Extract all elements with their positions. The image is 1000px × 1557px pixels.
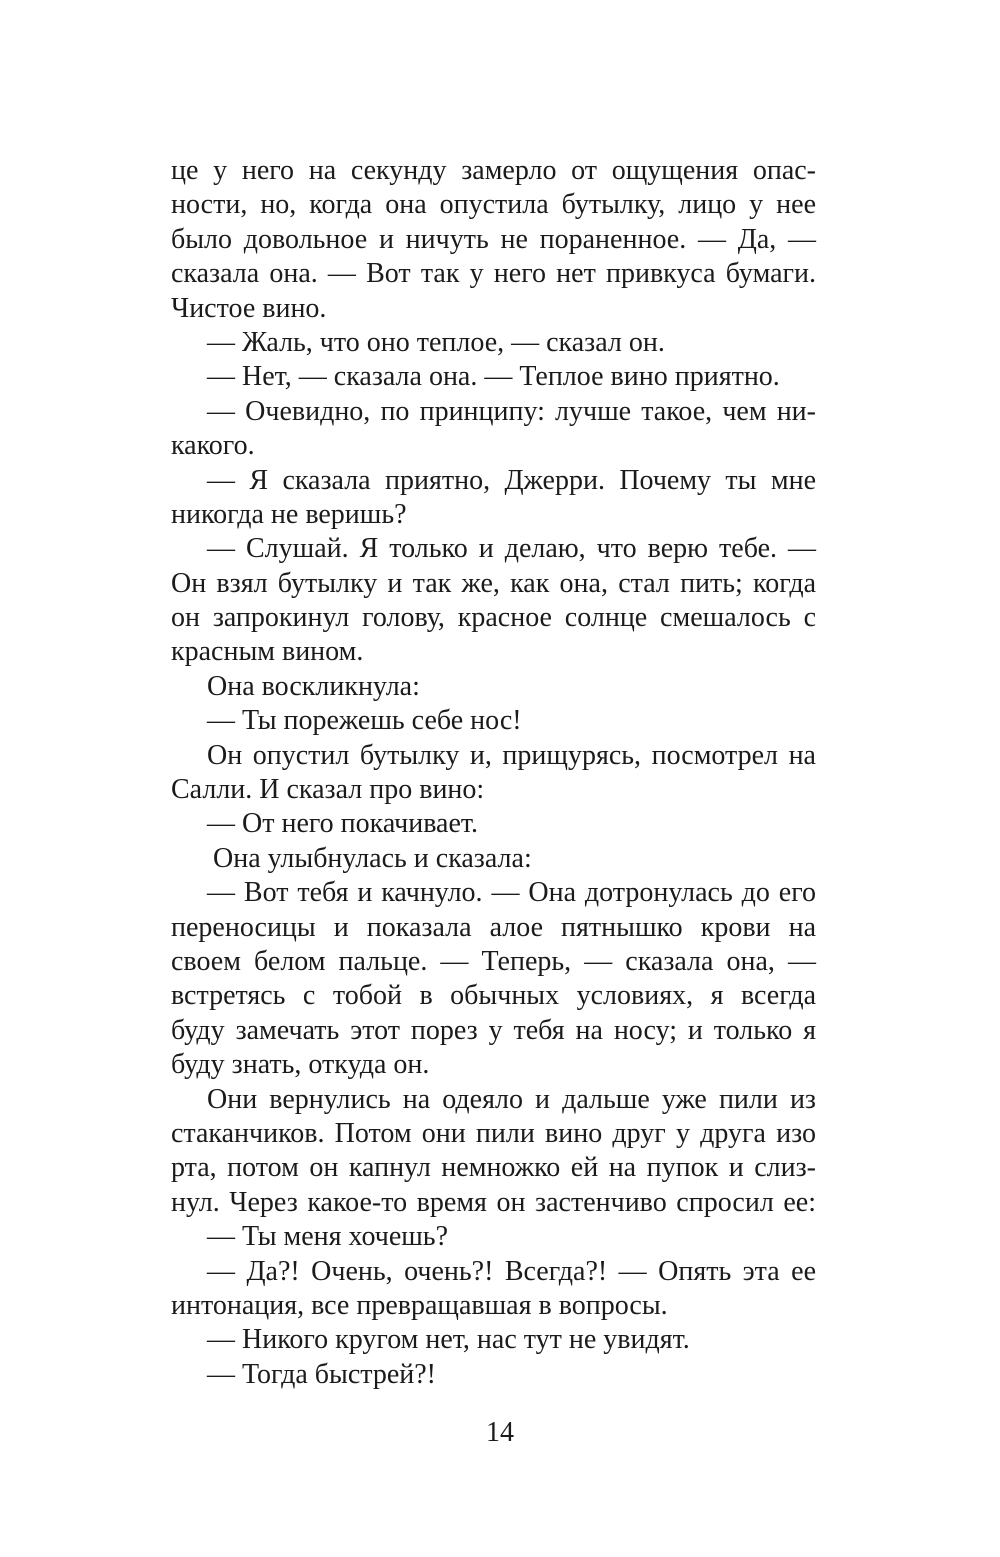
- text-line: сказала она. — Вот так у него нет привкуса бумаги.: [171, 258, 816, 290]
- text-line: — Я сказала приятно, Джерри. Почему ты мне: [207, 464, 816, 496]
- text-line: нул. Через какое-то время он застенчиво спросил ее:: [171, 1186, 816, 1218]
- text-line: Он взял бутылку и так же, как она, стал пить; когда: [171, 567, 816, 599]
- text-line: интонация, все превращавшая в вопросы.: [171, 1289, 668, 1321]
- text-line: какого.: [171, 430, 255, 462]
- text-line: Она воскликнула:: [207, 670, 420, 702]
- text-line: буду знать, откуда он.: [171, 1049, 430, 1081]
- text-line: — Жаль, что оно теплое, — сказал он.: [207, 326, 665, 358]
- text-line: встретясь с тобой в обычных условиях, я всегда: [171, 980, 816, 1012]
- text-line: своем белом пальце. — Теперь, — сказала она, —: [171, 945, 816, 977]
- text-line: рта, потом он капнул немножко ей на пупок и слиз-: [171, 1152, 816, 1184]
- text-line: Он опустил бутылку и, прищурясь, посмотрел на: [207, 739, 816, 771]
- text-line: Салли. И сказал про вино:: [171, 774, 485, 806]
- text-line: Они вернулись на одеяло и дальше уже пили из: [207, 1083, 816, 1115]
- text-line: — Слушай. Я только и делаю, что верю тебе. —: [207, 533, 816, 565]
- text-line: Она улыбнулась и сказала:: [213, 842, 532, 874]
- text-line: красным вином.: [171, 636, 364, 668]
- text-line: — Нет, — сказала она. — Теплое вино приятно.: [207, 361, 780, 393]
- text-line: Чистое вино.: [171, 292, 327, 324]
- text-line: — Никого кругом нет, нас тут не увидят.: [207, 1324, 690, 1356]
- text-line: — От него покачивает.: [207, 808, 479, 840]
- text-line: стаканчиков. Потом они пили вино друг у друга изо: [171, 1117, 816, 1149]
- text-line: — Ты меня хочешь?: [207, 1221, 449, 1253]
- text-line: — Тогда быстрей?!: [207, 1358, 436, 1390]
- text-line: он запрокинул голову, красное солнце смешалось с: [171, 602, 816, 634]
- text-line: было довольное и ничуть не пораненное. — Да, —: [171, 223, 816, 255]
- text-line: — Да?! Очень, очень?! Всегда?! — Опять эта ее: [207, 1255, 816, 1287]
- text-line: — Ты порежешь себе нос!: [207, 705, 522, 737]
- text-line: буду замечать этот порез у тебя на носу; и только я: [171, 1014, 816, 1046]
- text-line: — Очевидно, по принципу: лучше такое, чем ни-: [207, 395, 816, 427]
- text-line: — Вот тебя и качнуло. — Она дотронулась до его: [207, 877, 816, 909]
- body-text: [171, 154, 816, 1392]
- text-line: ности, но, когда она опустила бутылку, лицо у нее: [171, 189, 816, 221]
- text-line: це у него на секунду замерло от ощущения опас-: [171, 155, 816, 186]
- text-line: никогда не веришь?: [171, 498, 407, 530]
- page-number: 14: [486, 1417, 514, 1448]
- text-line: переносицы и показала алое пятнышко крови на: [171, 911, 816, 943]
